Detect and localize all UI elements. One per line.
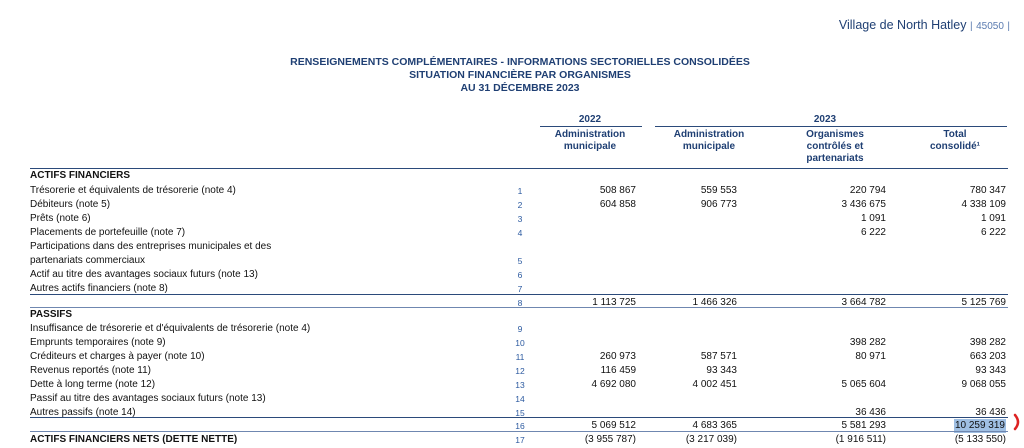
value-organismes-2023: 5 065 604 [841,379,886,390]
report-titles [0,56,1024,95]
separator: | [970,21,973,32]
row-label: Actif au titre des avantages sociaux futurs (note 13) [30,269,258,280]
value-organismes-2023: 3 664 782 [841,297,886,308]
section-passifs: PASSIFS [30,309,73,320]
line-number: 16 [515,421,525,431]
value-admin-2022: (3 955 787) [584,434,636,445]
row-label: Revenus reportés (note 11) [30,365,151,376]
report-date: AU 31 DÉCEMBRE 2023 [460,82,580,94]
table-row [0,184,1024,198]
report-subtitle: SITUATION FINANCIÈRE PAR ORGANISMES [409,69,631,81]
table-row [0,226,1024,240]
value-organismes-2023: 3 436 675 [841,199,886,210]
header-rule-2023 [655,126,1007,127]
line-number: 14 [515,394,525,404]
year-2022-header: 2022 [578,114,602,125]
line-number: 10 [515,338,525,348]
table-row [0,350,1024,364]
value-organismes-2023: 220 794 [849,185,886,196]
table-row [0,212,1024,226]
value-organismes-2023: 80 971 [855,351,886,362]
value-total-consolide: 36 436 [975,407,1006,418]
col-header-admin-2022: Administration municipale [554,129,626,152]
table-row [0,240,1024,254]
value-admin-2023: 559 553 [700,185,737,196]
header-rule-2022 [540,126,642,127]
table-row [0,268,1024,282]
year-2023-header: 2023 [813,114,837,125]
line-number: 12 [515,366,525,376]
cursor-icon [1012,412,1024,432]
row-label: Placements de portefeuille (note 7) [30,227,186,238]
separator: | [1007,21,1010,32]
col-header-total: Total consolidé¹ [929,129,980,152]
value-organismes-2023: 6 222 [860,227,886,238]
value-total-consolide: 6 222 [980,227,1006,238]
value-admin-2022: 508 867 [599,185,636,196]
value-admin-2023: 93 343 [706,365,737,376]
value-admin-2022: 5 069 512 [591,420,636,431]
value-total-consolide: 398 282 [969,337,1006,348]
row-label: Dette à long terme (note 12) [30,379,156,390]
value-total-consolide: 5 125 769 [961,297,1006,308]
row-label: Passif au titre des avantages sociaux futurs (note 13) [30,393,266,404]
col-header-organismes: Organismes contrôlés et partenariats [806,129,864,164]
row-label: Emprunts temporaires (note 9) [30,337,166,348]
value-admin-2022: 604 858 [599,199,636,210]
table-row [0,433,1024,447]
subtotal-underline-assets [30,307,1008,308]
line-number: 2 [517,200,523,210]
section-actifs-financiers: ACTIFS FINANCIERS [30,170,130,181]
value-admin-2023: 4 683 365 [692,420,737,431]
line-number: 5 [517,256,523,266]
row-label: Prêts (note 6) [30,213,91,224]
value-admin-2023: 587 571 [700,351,737,362]
value-admin-2023: 1 466 326 [692,297,737,308]
value-total-consolide: 1 091 [980,213,1006,224]
table-row [0,254,1024,268]
row-label: Créditeurs et charges à payer (note 10) [30,351,205,362]
line-number: 13 [515,380,525,390]
row-label: partenariats commerciaux [30,255,146,266]
org-code: 45050 [976,21,1004,32]
value-organismes-2023: (1 916 511) [835,434,886,445]
value-total-consolide: 10 259 319 [954,420,1005,431]
line-number: 8 [517,298,523,308]
line-number: 4 [517,228,523,238]
value-organismes-2023: 398 282 [849,337,886,348]
value-total-consolide: 780 347 [969,185,1006,196]
table-row [0,378,1024,392]
value-admin-2022: 260 973 [599,351,636,362]
value-total-consolide: 4 338 109 [961,199,1006,210]
value-admin-2022: 116 459 [600,365,636,376]
value-total-consolide: (5 133 550) [954,434,1006,445]
value-admin-2023: 4 002 451 [692,379,737,390]
table-top-rule [30,168,1008,169]
row-label: Participations dans des entreprises municipales et des [30,241,272,252]
value-total-consolide: 663 203 [969,351,1006,362]
line-number: 9 [517,324,523,334]
value-organismes-2023: 5 581 293 [841,420,886,431]
report-title: RENSEIGNEMENTS COMPLÉMENTAIRES - INFORMATIONS SECTORIELLES CONSOLIDÉES [290,56,750,68]
table-row [0,198,1024,212]
value-total-consolide: 9 068 055 [961,379,1006,390]
table-row [0,336,1024,350]
subtotal-rule-liabilities [30,417,1008,418]
row-label: ACTIFS FINANCIERS NETS (DETTE NETTE) [30,434,238,445]
line-number: 1 [517,186,523,196]
value-admin-2023: 906 773 [700,199,737,210]
row-label: Insuffisance de trésorerie et d'équivalents de trésorerie (note 4) [30,323,311,334]
line-number: 15 [515,408,525,418]
value-total-consolide: 93 343 [975,365,1006,376]
line-number: 17 [515,435,525,445]
table-row [0,392,1024,406]
line-number: 11 [515,352,525,362]
line-number: 6 [517,270,523,280]
row-label: Trésorerie et équivalents de trésorerie (note 4) [30,185,236,196]
subtotal-underline-liabilities [30,431,1008,432]
table-row [0,364,1024,378]
row-label: Autres passifs (note 14) [30,407,136,418]
value-organismes-2023: 1 091 [860,213,886,224]
line-number: 3 [517,214,523,224]
col-header-admin-2023: Administration municipale [673,129,745,152]
subtotal-rule-assets [30,294,1008,295]
value-organismes-2023: 36 436 [855,407,886,418]
row-label: Débiteurs (note 5) [30,199,111,210]
table-row [0,322,1024,336]
row-label: Autres actifs financiers (note 8) [30,283,168,294]
value-admin-2022: 1 113 725 [592,297,636,308]
value-admin-2023: (3 217 039) [685,434,737,445]
org-name: Village de North Hatley [838,18,967,32]
line-number: 7 [517,284,523,294]
value-admin-2022: 4 692 080 [591,379,636,390]
organization-header [839,18,1010,32]
